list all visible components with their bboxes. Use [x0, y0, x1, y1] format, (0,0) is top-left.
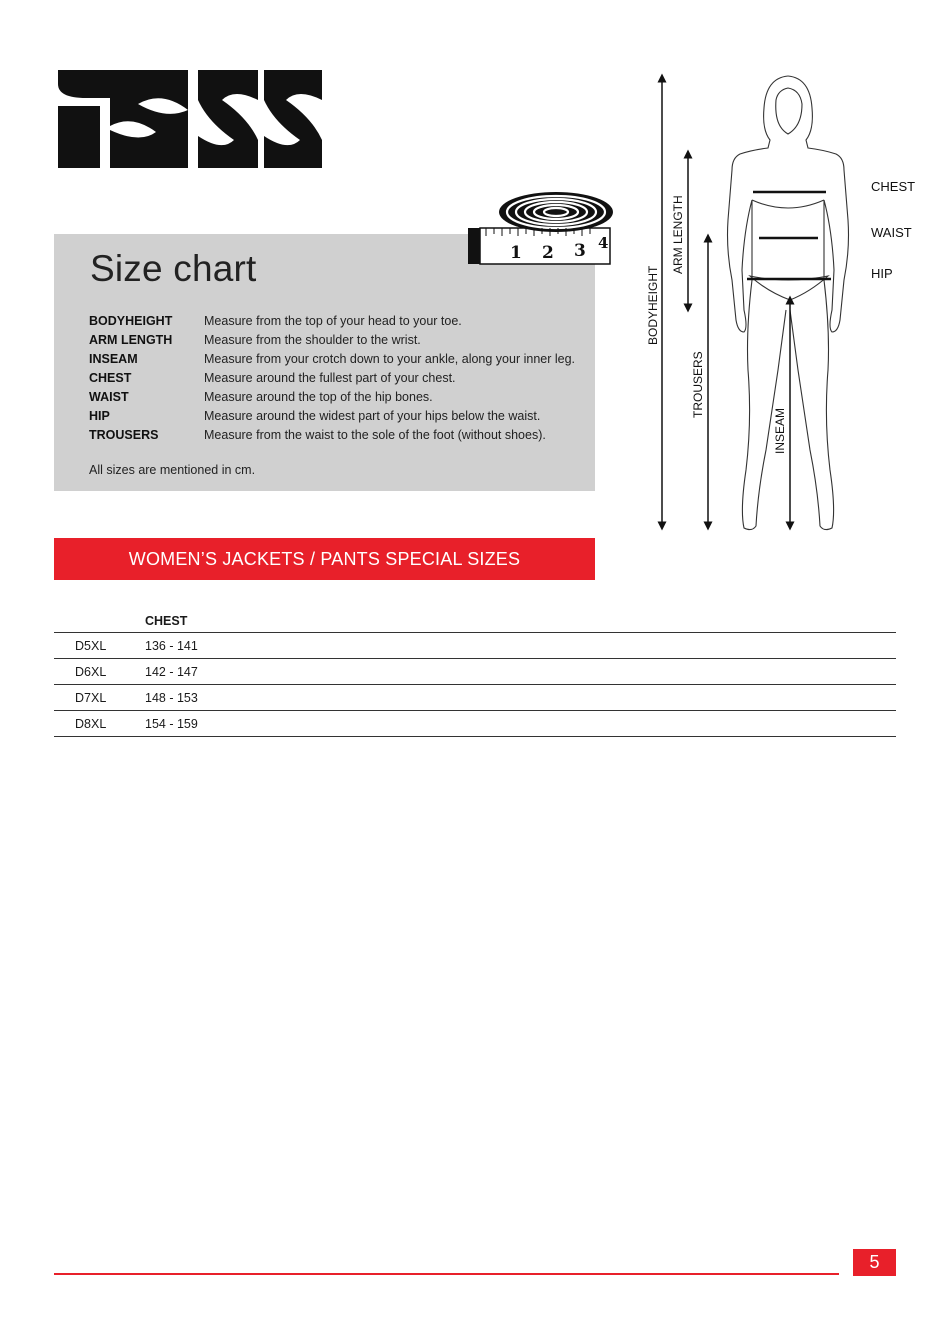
cell-size: D6XL — [75, 664, 107, 679]
table-row — [54, 633, 896, 659]
cell-size: D7XL — [75, 690, 107, 705]
measuring-tape-icon — [464, 190, 614, 270]
definition-row — [89, 368, 589, 387]
definition-term: INSEAM — [89, 351, 138, 366]
table-header — [54, 610, 896, 633]
label-waist: WAIST — [871, 225, 912, 240]
table-row — [54, 711, 896, 737]
definition-row — [89, 426, 589, 445]
units-note: All sizes are mentioned in cm. — [89, 463, 256, 477]
definition-term: TROUSERS — [89, 428, 159, 443]
definition-desc: Measure from the waist to the sole of the foot (without shoes). — [204, 428, 546, 443]
label-hip: HIP — [871, 266, 893, 281]
tape-number-2: 2 — [542, 243, 554, 263]
body-measurement-figure — [640, 70, 940, 535]
cell-chest: 142 - 147 — [145, 664, 198, 679]
tape-number-1: 1 — [510, 243, 522, 263]
label-arm-length: ARM LENGTH — [671, 195, 685, 274]
label-trousers: TROUSERS — [691, 351, 705, 418]
definition-desc: Measure around the fullest part of your chest. — [204, 370, 456, 385]
label-inseam: INSEAM — [773, 407, 787, 454]
size-table — [54, 610, 896, 737]
definition-row — [89, 330, 589, 349]
definition-desc: Measure from the top of your head to your toe. — [204, 313, 462, 328]
definition-row — [89, 406, 589, 425]
tape-number-4: 4 — [598, 234, 609, 252]
cell-chest: 148 - 153 — [145, 690, 198, 705]
definition-term: WAIST — [89, 389, 129, 404]
header-chest: CHEST — [145, 614, 188, 628]
definition-term: ARM LENGTH — [89, 332, 173, 347]
label-bodyheight: BODYHEIGHT — [646, 265, 660, 345]
footer-divider — [54, 1273, 839, 1275]
page-number: 5 — [853, 1249, 896, 1276]
cell-size: D8XL — [75, 716, 107, 731]
label-chest: CHEST — [871, 179, 916, 194]
definition-desc: Measure around the widest part of your hips below the waist. — [204, 409, 541, 424]
definition-term: CHEST — [89, 370, 132, 385]
cell-chest: 154 - 159 — [145, 716, 198, 731]
page-title: Size chart — [90, 248, 257, 289]
definitions-list — [89, 311, 589, 445]
definition-row — [89, 311, 589, 330]
cell-size: D5XL — [75, 638, 107, 653]
definition-term: HIP — [89, 409, 110, 424]
definition-row — [89, 349, 589, 368]
tape-number-3: 3 — [574, 241, 586, 261]
definition-term: BODYHEIGHT — [89, 313, 173, 328]
definition-desc: Measure from your crotch down to your ankle, along your inner leg. — [204, 351, 576, 366]
table-row — [54, 659, 896, 685]
cell-chest: 136 - 141 — [145, 638, 198, 653]
definition-desc: Measure around the top of the hip bones. — [204, 389, 433, 404]
table-row — [54, 685, 896, 711]
brand-logo — [58, 70, 324, 170]
definition-desc: Measure from the shoulder to the wrist. — [204, 332, 421, 347]
definition-row — [89, 387, 589, 406]
section-banner: WOMEN’S JACKETS / PANTS SPECIAL SIZES — [54, 538, 595, 580]
